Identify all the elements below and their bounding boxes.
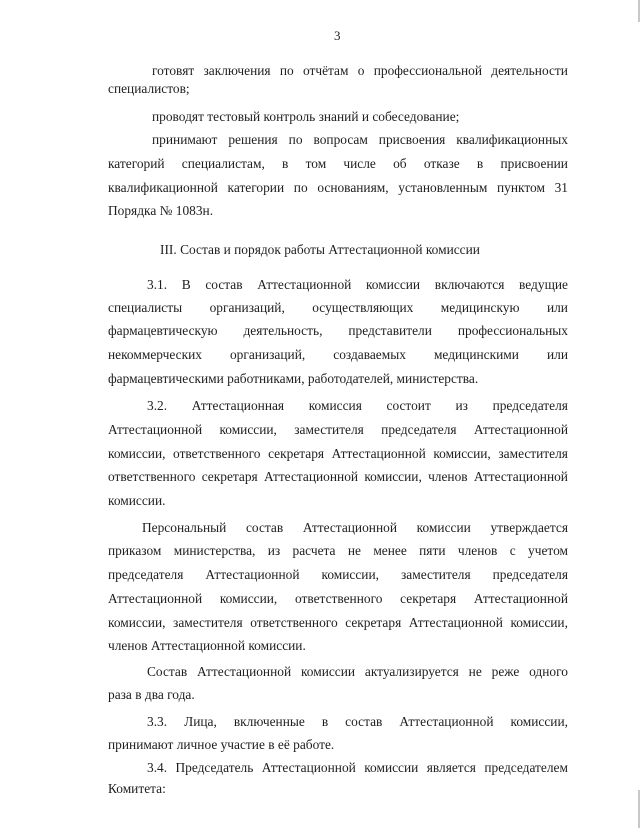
word: ведущие bbox=[519, 277, 568, 292]
word: приказом bbox=[108, 543, 162, 558]
word: секретаря bbox=[268, 446, 325, 461]
word: из bbox=[455, 398, 468, 413]
word: расчета bbox=[292, 543, 336, 558]
word: принимают bbox=[152, 132, 218, 147]
word: вопросам bbox=[313, 132, 368, 147]
text-line bbox=[108, 736, 334, 754]
word: осуществляющих bbox=[312, 300, 414, 315]
word: профессиональных bbox=[457, 323, 568, 338]
word: заместителя bbox=[173, 615, 243, 630]
word: Аттестационной bbox=[473, 469, 568, 484]
word: В bbox=[181, 277, 191, 292]
text-line bbox=[108, 155, 568, 173]
word: с bbox=[509, 543, 516, 558]
word: деятельности bbox=[491, 63, 568, 78]
word: комиссии, bbox=[108, 446, 166, 461]
word: Аттестационная bbox=[191, 398, 285, 413]
word: специалистов; bbox=[108, 81, 190, 96]
word: комиссия bbox=[308, 398, 362, 413]
word: по bbox=[279, 63, 294, 78]
word: о bbox=[357, 63, 365, 78]
word: категорий bbox=[108, 156, 165, 171]
word: секретаря bbox=[345, 615, 402, 630]
word: председателя bbox=[492, 398, 568, 413]
text-line bbox=[108, 202, 213, 220]
word: состав bbox=[245, 520, 284, 535]
word: Аттестационной bbox=[108, 422, 203, 437]
word: комиссии bbox=[364, 760, 419, 775]
text-line bbox=[152, 108, 459, 126]
word: Аттестационной bbox=[263, 469, 359, 484]
word: Лица, bbox=[184, 714, 217, 729]
word: по bbox=[293, 180, 308, 195]
word: основаниям, bbox=[317, 180, 389, 195]
word: создаваемых bbox=[333, 347, 406, 362]
word: отчётам bbox=[302, 63, 349, 78]
word: ответственного bbox=[173, 446, 261, 461]
word: заместителя bbox=[498, 446, 568, 461]
word: реже bbox=[491, 664, 520, 679]
word: состоит bbox=[386, 398, 431, 413]
word: членов bbox=[428, 469, 468, 484]
word: Аттестационной bbox=[261, 760, 356, 775]
word: комиссии, bbox=[219, 591, 278, 606]
word: министерства, bbox=[173, 543, 256, 558]
word: ответственного bbox=[250, 615, 338, 630]
word: комиссии, bbox=[433, 446, 491, 461]
word: Порядка № 1083н. bbox=[108, 203, 214, 218]
word: 3.1. bbox=[147, 277, 168, 292]
text-line bbox=[108, 566, 568, 584]
word: Аттестационной bbox=[473, 422, 568, 437]
word: актуализируется bbox=[364, 664, 459, 679]
word: или bbox=[546, 347, 568, 362]
word: Председатель bbox=[175, 760, 254, 775]
text-line bbox=[108, 614, 568, 632]
word: комиссии, bbox=[510, 615, 568, 630]
word: деятельность, bbox=[243, 323, 323, 338]
word: заместителя bbox=[401, 567, 471, 582]
word: Аттестационной bbox=[205, 567, 300, 582]
word: или bbox=[546, 300, 568, 315]
word: включаются bbox=[434, 277, 505, 292]
word: комиссии, bbox=[108, 615, 166, 630]
word: фармацевтическую bbox=[108, 323, 218, 338]
word: пунктом bbox=[496, 180, 545, 195]
text-line bbox=[142, 519, 568, 537]
word: готовят bbox=[152, 63, 195, 78]
word: комиссии, bbox=[321, 567, 379, 582]
text-line bbox=[108, 80, 190, 98]
word: Аттестационной bbox=[197, 664, 292, 679]
word: профессиональной bbox=[373, 63, 483, 78]
word: Аттестационной bbox=[257, 277, 352, 292]
word: членов Аттестационной комиссии. bbox=[108, 638, 306, 653]
word: секретаря bbox=[201, 469, 258, 484]
text-line bbox=[108, 492, 165, 510]
text-line bbox=[108, 299, 568, 317]
word: 3.4. bbox=[147, 760, 168, 775]
word: Состав bbox=[147, 664, 188, 679]
text-line bbox=[108, 686, 195, 704]
word: из bbox=[267, 543, 281, 558]
word: учетом bbox=[528, 543, 568, 558]
word: медицинскими bbox=[433, 347, 519, 362]
page-number: 3 bbox=[334, 28, 341, 43]
word: утверждается bbox=[490, 520, 568, 535]
text-line bbox=[147, 397, 568, 415]
word: состав bbox=[345, 714, 383, 729]
word: председателем bbox=[484, 760, 568, 775]
word: числе bbox=[343, 156, 376, 171]
word: организаций, bbox=[209, 300, 285, 315]
word: 3.2. bbox=[147, 398, 168, 413]
text-line bbox=[147, 713, 568, 731]
word: комиссии, bbox=[364, 469, 422, 484]
word: комиссии, bbox=[219, 422, 277, 437]
word: заключения bbox=[203, 63, 271, 78]
word: в bbox=[321, 714, 329, 729]
text-line bbox=[108, 179, 568, 197]
word: секретаря bbox=[400, 591, 457, 606]
word: медицинскую bbox=[440, 300, 520, 315]
word: менее bbox=[373, 543, 407, 558]
word: одного bbox=[529, 664, 568, 679]
text-line bbox=[108, 637, 306, 655]
word: не bbox=[347, 543, 361, 558]
word: ответственного bbox=[295, 591, 383, 606]
word: раза в два года. bbox=[108, 687, 195, 702]
text-line bbox=[147, 276, 568, 294]
word: комиссии bbox=[300, 664, 356, 679]
word: Аттестационной bbox=[399, 714, 494, 729]
word: 31 bbox=[554, 180, 568, 195]
text-line bbox=[108, 445, 568, 463]
word: является bbox=[426, 760, 476, 775]
word: проводят тестовый контроль знаний и собеседование; bbox=[152, 109, 460, 124]
word: состав bbox=[205, 277, 243, 292]
word: отказе bbox=[423, 156, 460, 171]
section-heading: III. Состав и порядок работы Аттестационной комиссии bbox=[160, 242, 480, 257]
word: включенные bbox=[233, 714, 305, 729]
word: Аттестационной bbox=[331, 446, 426, 461]
text-line bbox=[108, 468, 568, 486]
word: том bbox=[305, 156, 327, 171]
word: Персональный bbox=[142, 520, 227, 535]
word: категории bbox=[227, 180, 285, 195]
text-line bbox=[108, 542, 568, 560]
text-line bbox=[108, 346, 568, 364]
text-line bbox=[108, 370, 478, 388]
word: квалификационной bbox=[108, 180, 218, 195]
word: комиссии, bbox=[510, 714, 568, 729]
text-line bbox=[152, 131, 568, 149]
word: специалистам, bbox=[181, 156, 265, 171]
text-line bbox=[108, 590, 568, 608]
word: Аттестационной bbox=[408, 615, 503, 630]
word: комиссии bbox=[365, 277, 421, 292]
word: комиссии. bbox=[108, 493, 166, 508]
text-line bbox=[108, 322, 568, 340]
word: квалификационных bbox=[456, 132, 568, 147]
word: организаций, bbox=[229, 347, 306, 362]
word: не bbox=[468, 664, 482, 679]
text-line bbox=[147, 663, 568, 681]
text-line bbox=[147, 759, 568, 777]
word: председателя bbox=[108, 567, 184, 582]
word: присвоении bbox=[500, 156, 568, 171]
word: об bbox=[393, 156, 407, 171]
word: по bbox=[288, 132, 303, 147]
word: комиссии bbox=[416, 520, 471, 535]
word: специалисты bbox=[108, 300, 183, 315]
word: Аттестационной bbox=[302, 520, 397, 535]
word: некоммерческих bbox=[108, 347, 202, 362]
word: в bbox=[476, 156, 484, 171]
word: присвоения bbox=[378, 132, 446, 147]
text-line bbox=[108, 421, 568, 439]
word: установленным bbox=[398, 180, 488, 195]
word: членов bbox=[457, 543, 498, 558]
word: председателя bbox=[492, 567, 568, 582]
word: Аттестационной bbox=[108, 591, 203, 606]
word: фармацевтическими работниками, работодателей, министерства. bbox=[108, 371, 479, 386]
word: Комитета: bbox=[108, 781, 166, 796]
word: 3.3. bbox=[147, 714, 168, 729]
word: пяти bbox=[419, 543, 446, 558]
word: заместителя bbox=[294, 422, 364, 437]
word: ответственного bbox=[108, 469, 196, 484]
word: решения bbox=[228, 132, 278, 147]
word: председателя bbox=[381, 422, 457, 437]
word: Аттестационной bbox=[473, 591, 568, 606]
word: принимают личное участие в её работе. bbox=[108, 737, 335, 752]
word: в bbox=[282, 156, 289, 171]
word: представители bbox=[348, 323, 432, 338]
text-line bbox=[108, 780, 166, 798]
text-line bbox=[152, 62, 568, 80]
